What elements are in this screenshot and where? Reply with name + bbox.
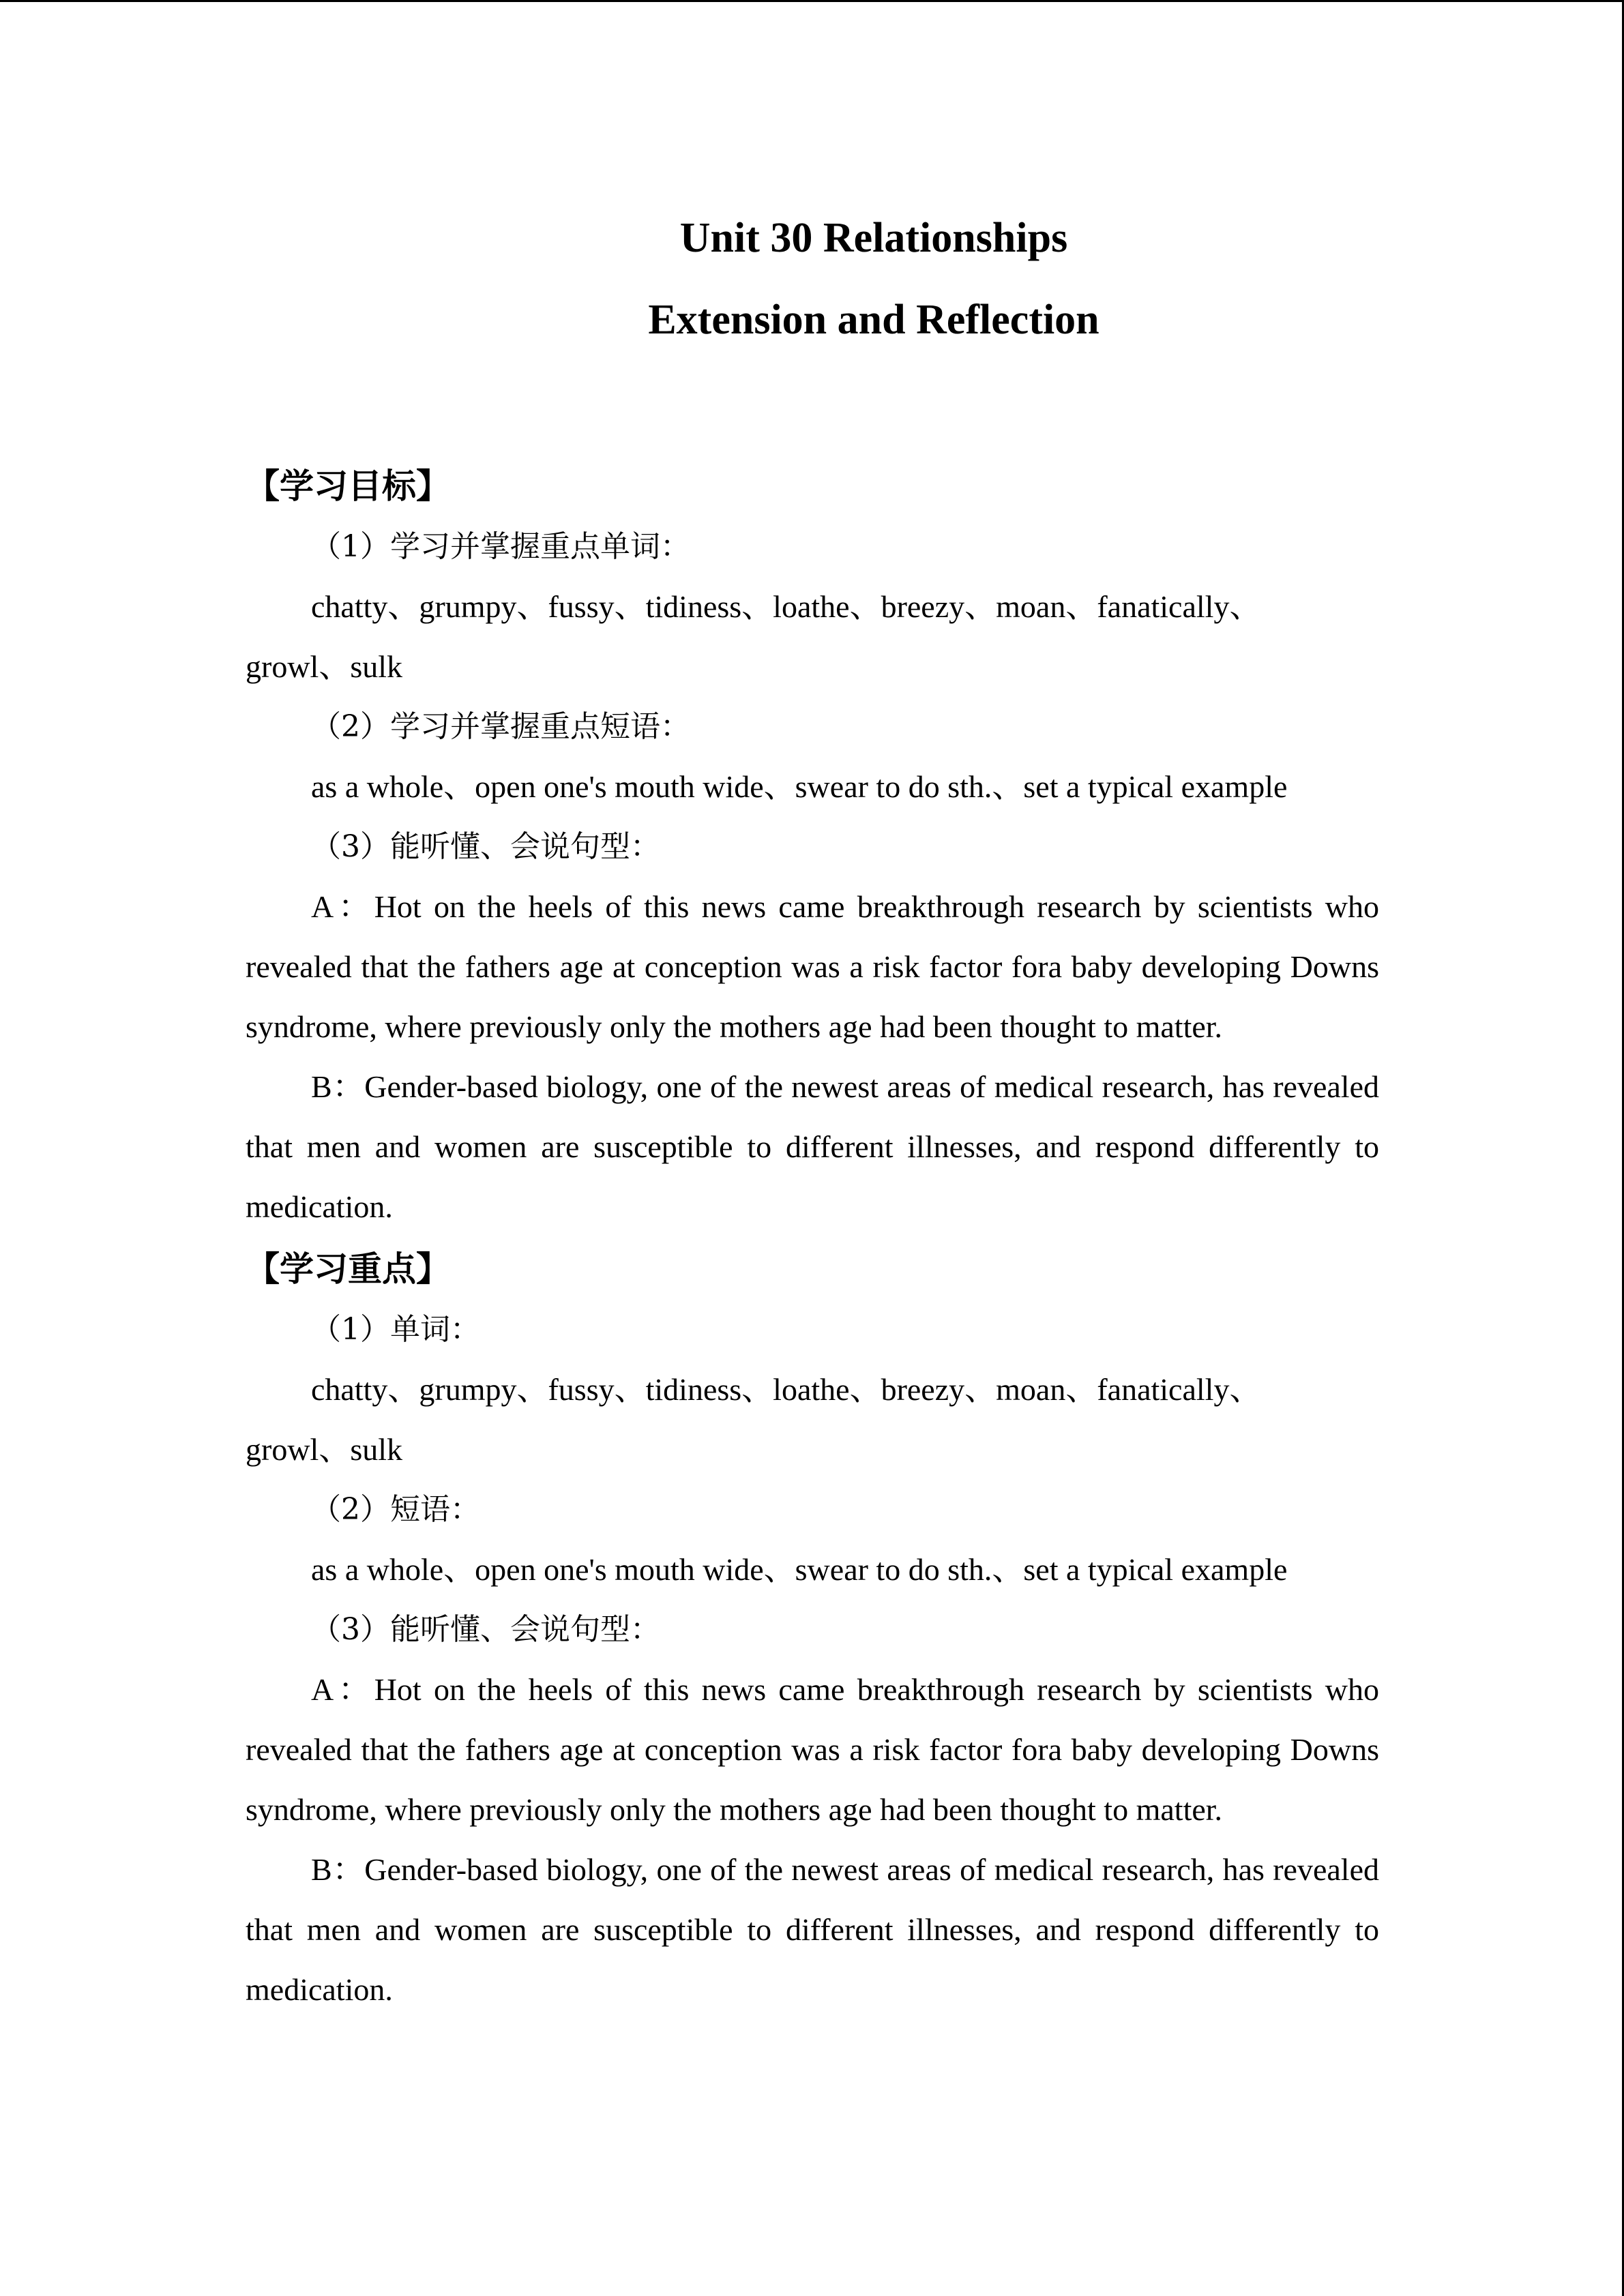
phrases-line: as a whole、open one's mouth wide、swear to do sth.、set a typical example [311, 1552, 1288, 1587]
sentence-a: A：Hot on the heels of this news came breakthrough research by scientists who revealed that the fathers age at conception was a risk factor fora baby developing Downs syndrome, where previously only the mothers age had been thought to matter. [246, 1672, 1379, 1827]
section-key-points [246, 1249, 1379, 2020]
page-title: Unit 30 Relationships [679, 215, 1068, 261]
section-heading: 【学习目标】 [246, 466, 450, 506]
sentence-a: A：Hot on the heels of this news came breakthrough research by scientists who revealed that the fathers age at conception was a risk factor fora baby developing Downs syndrome, where previously only the mothers age had been thought to matter. [246, 889, 1379, 1044]
words-label: （1）学习并掌握重点单词： [311, 529, 690, 564]
sentence-b: B：Gender-based biology, one of the newest areas of medical research, has revealed that men and women are susceptible to different illnesses, and respond differently to medication. [246, 1069, 1379, 1224]
words-line-continued: growl、sulk [246, 1432, 402, 1467]
words-line: chatty、grumpy、fussy、tidiness、loathe、breezy、moan、fanatically、 [311, 589, 1261, 624]
phrases-line: as a whole、open one's mouth wide、swear to do sth.、set a typical example [311, 769, 1288, 804]
sentence-b: B：Gender-based biology, one of the newest areas of medical research, has revealed that men and women are susceptible to different illnesses, and respond differently to medication. [246, 1852, 1379, 2007]
page-subtitle: Extension and Reflection [648, 297, 1099, 343]
sentences-label: （3）能听懂、会说句型： [311, 829, 660, 864]
page-border-top [0, 0, 1624, 2]
phrases-label: （2）学习并掌握重点短语： [311, 709, 690, 744]
section-learning-objectives [246, 466, 1379, 1237]
words-line-continued: growl、sulk [246, 649, 402, 684]
sentences-label: （3）能听懂、会说句型： [311, 1612, 660, 1647]
section-heading: 【学习重点】 [246, 1249, 450, 1289]
words-line: chatty、grumpy、fussy、tidiness、loathe、breezy、moan、fanatically、 [311, 1372, 1261, 1407]
document-body [246, 205, 1379, 2020]
words-label: （1）单词： [311, 1312, 480, 1347]
phrases-label: （2）短语： [311, 1492, 480, 1527]
